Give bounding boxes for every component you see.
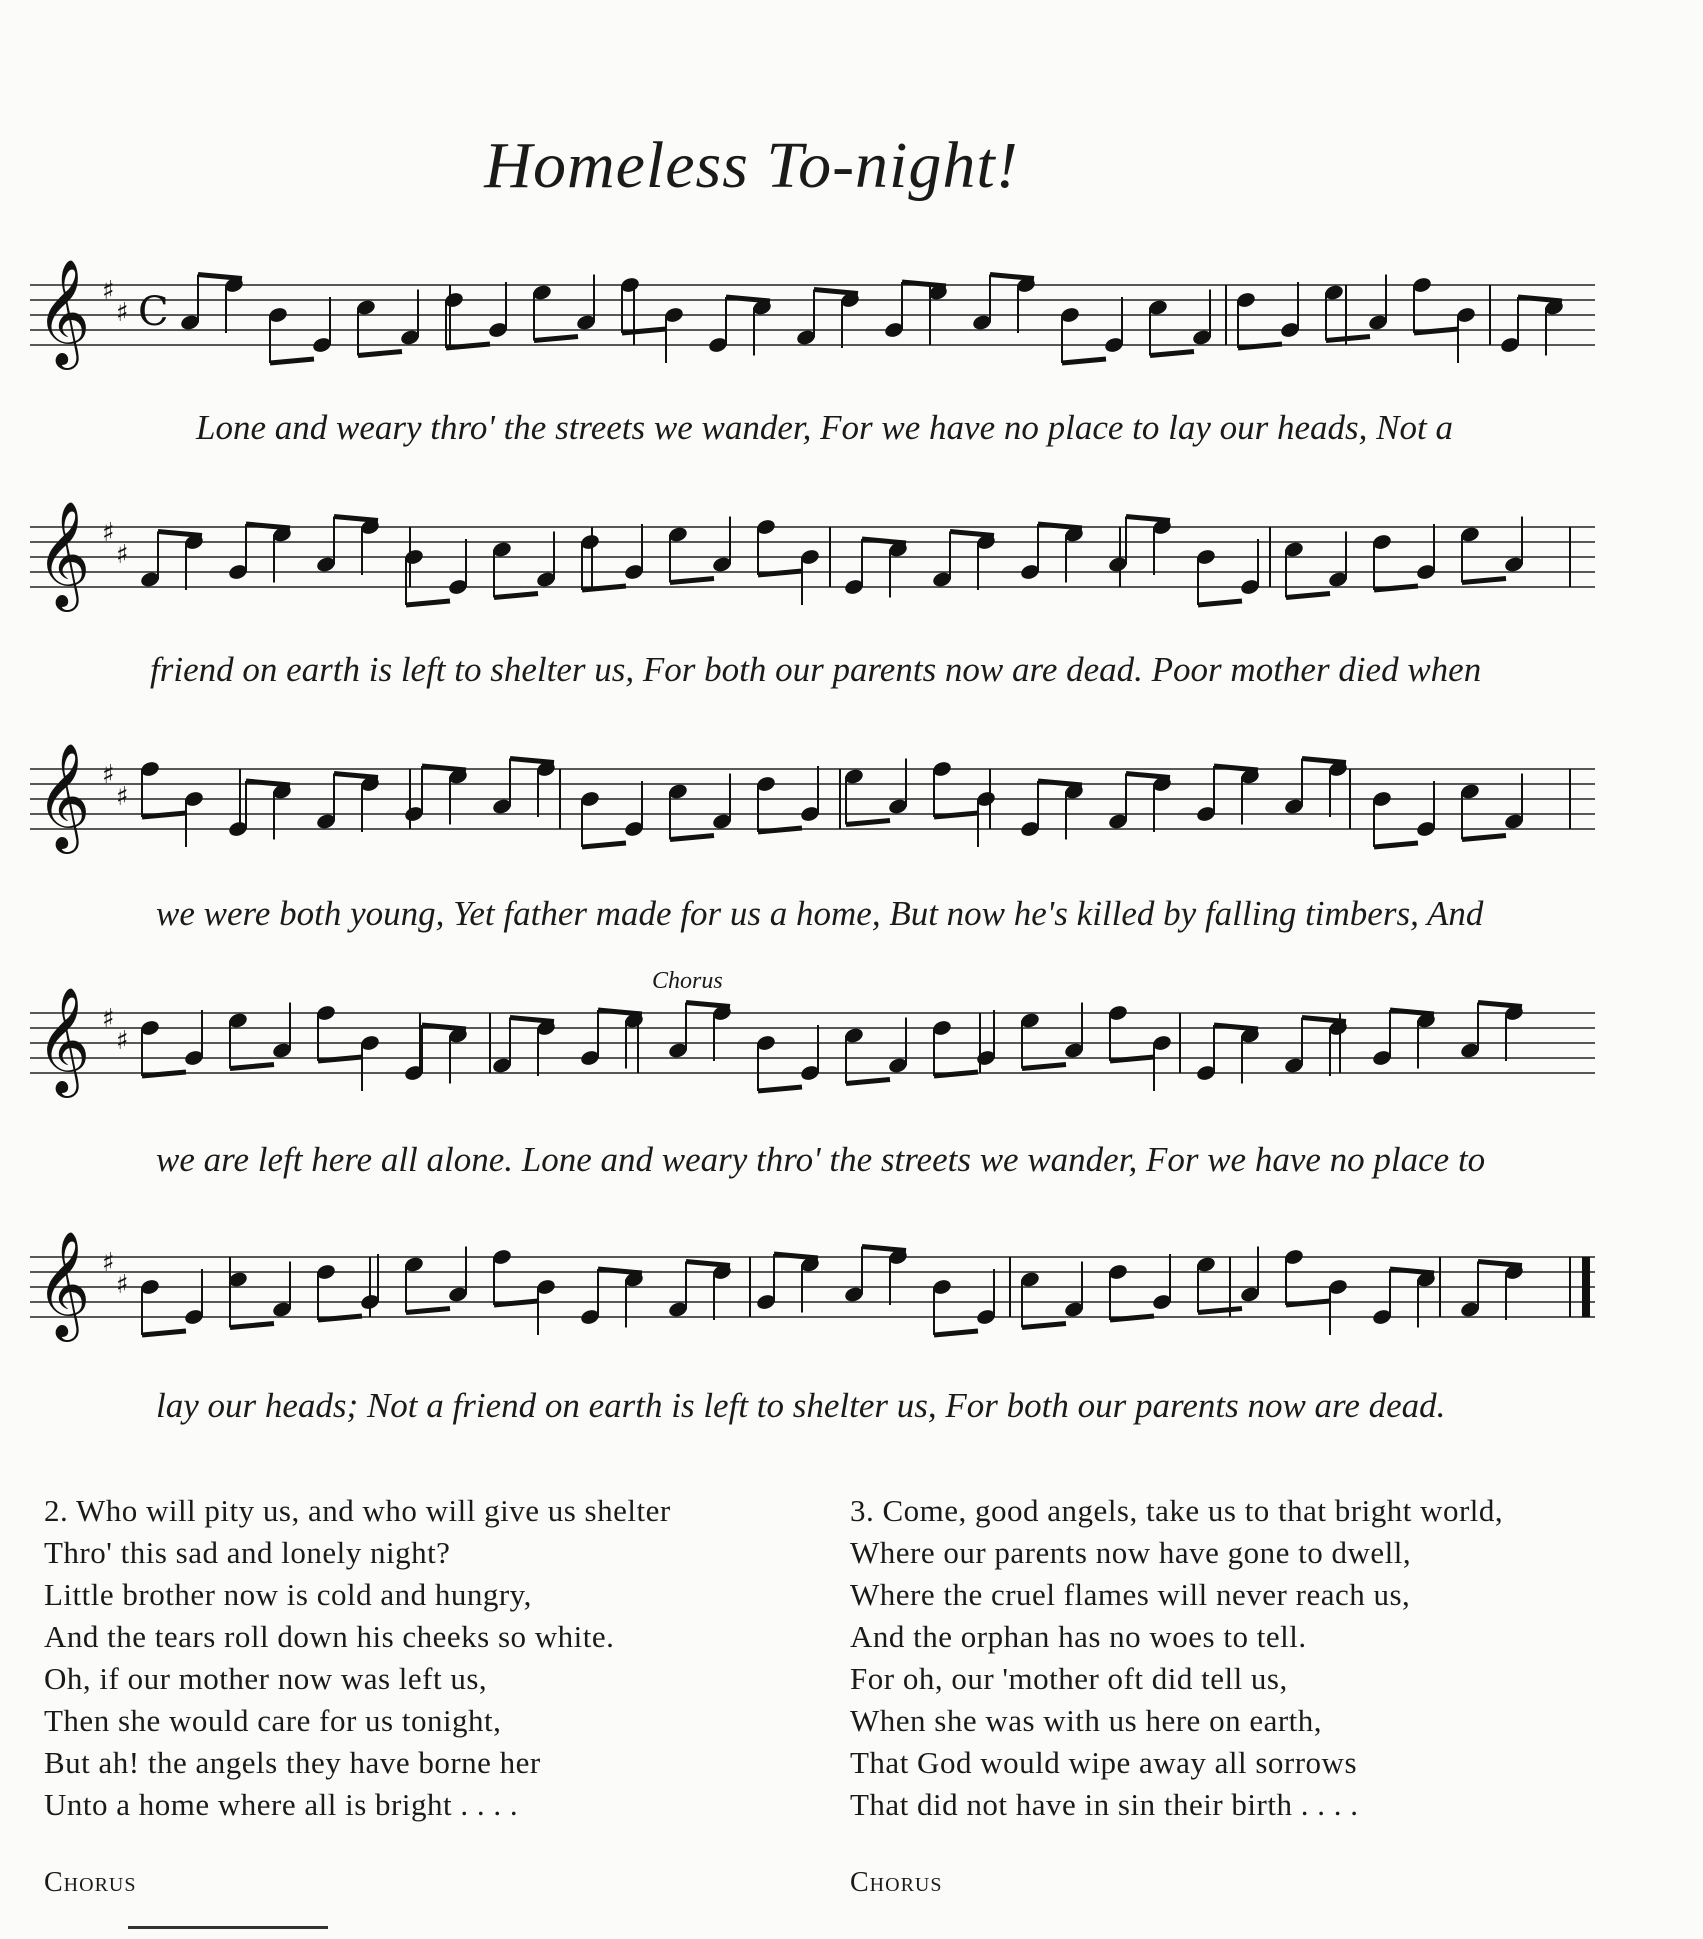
verse-line: Little brother now is cold and hungry, (44, 1577, 532, 1612)
note-beam (582, 843, 626, 847)
verse-3 (850, 1490, 1640, 1904)
verse-line: Where the cruel flames will never reach us, (850, 1577, 1411, 1612)
note-beam (1462, 836, 1506, 840)
note-beam (758, 1087, 802, 1091)
lyric-line-2: friend on earth is left to shelter us, For both our parents now are dead. Poor mother died when (150, 650, 1482, 689)
chorus-label: Chorus (44, 1867, 137, 1898)
note-beam (510, 1018, 554, 1022)
note-beam (1022, 1324, 1066, 1328)
treble-clef-icon: 𝄞 (36, 258, 91, 365)
sharp-icon: ♯ (116, 1270, 129, 1300)
note-beam (1302, 759, 1346, 763)
note-beam (1126, 517, 1170, 521)
note-beam (406, 1309, 450, 1313)
verse-line: For oh, our 'mother oft did tell us, (850, 1661, 1288, 1696)
sharp-icon: ♯ (116, 540, 129, 570)
music-staff (30, 968, 1605, 1138)
note-beam (1062, 359, 1106, 363)
note-beam (686, 1262, 730, 1266)
note-beam (990, 275, 1034, 279)
staff-system-5 (30, 1212, 1605, 1382)
note-beam (1198, 1309, 1242, 1313)
note-beam (862, 1247, 906, 1251)
note-beam (198, 275, 242, 279)
treble-clef-icon: 𝄞 (36, 500, 91, 607)
verse-line: Then she would care for us tonight, (44, 1703, 502, 1738)
chorus-label: Chorus (850, 1867, 943, 1898)
verse-line: Unto a home where all is bright . . . . (44, 1787, 519, 1822)
note-beam (230, 1324, 274, 1328)
music-staff (30, 482, 1605, 652)
treble-clef-icon: 𝄞 (36, 742, 91, 849)
note-beam (158, 532, 202, 536)
chorus-marker: Chorus (652, 968, 723, 994)
final-barline (1582, 1257, 1590, 1317)
lyric-line-3: we were both young, Yet father made for us a home, But now he's killed by falling timbers, And (156, 894, 1484, 933)
music-staff (30, 724, 1605, 894)
lyric-line-5: lay our heads; Not a friend on earth is left to shelter us, For both our parents now are dead. (156, 1386, 1446, 1425)
sharp-icon: ♯ (102, 276, 115, 306)
common-time-icon: C (138, 289, 169, 335)
sharp-icon: ♯ (116, 782, 129, 812)
verse-line: And the orphan has no woes to tell. (850, 1619, 1307, 1654)
note-beam (846, 821, 890, 825)
note-beam (1462, 579, 1506, 583)
treble-clef-icon: 𝄞 (36, 1230, 91, 1337)
note-beam (670, 579, 714, 583)
verse-line: 3. Come, good angels, take us to that bright world, (850, 1493, 1504, 1528)
note-beam (534, 337, 578, 341)
music-staff (30, 1212, 1605, 1382)
song-title: Homeless To-night! (484, 129, 1019, 202)
note-beam (1198, 601, 1242, 605)
sharp-icon: ♯ (102, 1248, 115, 1278)
note-beam (334, 517, 378, 521)
lyric-line-4: we are left here all alone. Lone and weary thro' the streets we wander, For we have no place to (156, 1140, 1486, 1179)
note-beam (814, 290, 858, 294)
note-beam (686, 1003, 730, 1007)
note-beam (1126, 774, 1170, 778)
treble-clef-icon: 𝄞 (36, 986, 91, 1093)
note-beam (1478, 1262, 1522, 1266)
sharp-icon: ♯ (116, 1026, 129, 1056)
staff-system-2 (30, 482, 1605, 652)
note-beam (270, 359, 314, 363)
sharp-icon: ♯ (102, 1004, 115, 1034)
note-beam (1478, 1003, 1522, 1007)
verse-line: When she was with us here on earth, (850, 1703, 1323, 1738)
note-beam (934, 1331, 978, 1335)
sharp-icon: ♯ (102, 518, 115, 548)
note-beam (142, 1331, 186, 1335)
verse-line: And the tears roll down his cheeks so white. (44, 1619, 615, 1654)
staff-system-4 (30, 968, 1605, 1138)
lyric-line-1: Lone and weary thro' the streets we wander, For we have no place to lay our heads, Not a (196, 408, 1453, 447)
note-beam (406, 601, 450, 605)
verse-line: But ah! the angels they have borne her (44, 1745, 541, 1780)
verse-2 (44, 1490, 834, 1904)
note-beam (950, 532, 994, 536)
note-beam (1326, 337, 1370, 341)
staff-system-3 (30, 724, 1605, 894)
music-staff (30, 240, 1605, 410)
note-beam (846, 1080, 890, 1084)
note-beam (358, 352, 402, 356)
verse-line: 2. Who will pity us, and who will give us shelter (44, 1493, 671, 1528)
note-beam (510, 759, 554, 763)
note-beam (1150, 352, 1194, 356)
divider (128, 1926, 328, 1929)
verse-line: Oh, if our mother now was left us, (44, 1661, 488, 1696)
verse-line: That God would wipe away all sorrows (850, 1745, 1358, 1780)
verse-line: That did not have in sin their birth . . . . (850, 1787, 1359, 1822)
note-beam (334, 774, 378, 778)
verse-line: Thro' this sad and lonely night? (44, 1535, 451, 1570)
note-beam (494, 594, 538, 598)
staff-system-1 (30, 240, 1605, 410)
note-beam (230, 1065, 274, 1069)
sharp-icon: ♯ (116, 298, 129, 328)
note-beam (1286, 594, 1330, 598)
verse-line: Where our parents now have gone to dwell, (850, 1535, 1412, 1570)
sharp-icon: ♯ (102, 760, 115, 790)
note-beam (1022, 1065, 1066, 1069)
note-beam (1374, 843, 1418, 847)
note-beam (670, 836, 714, 840)
